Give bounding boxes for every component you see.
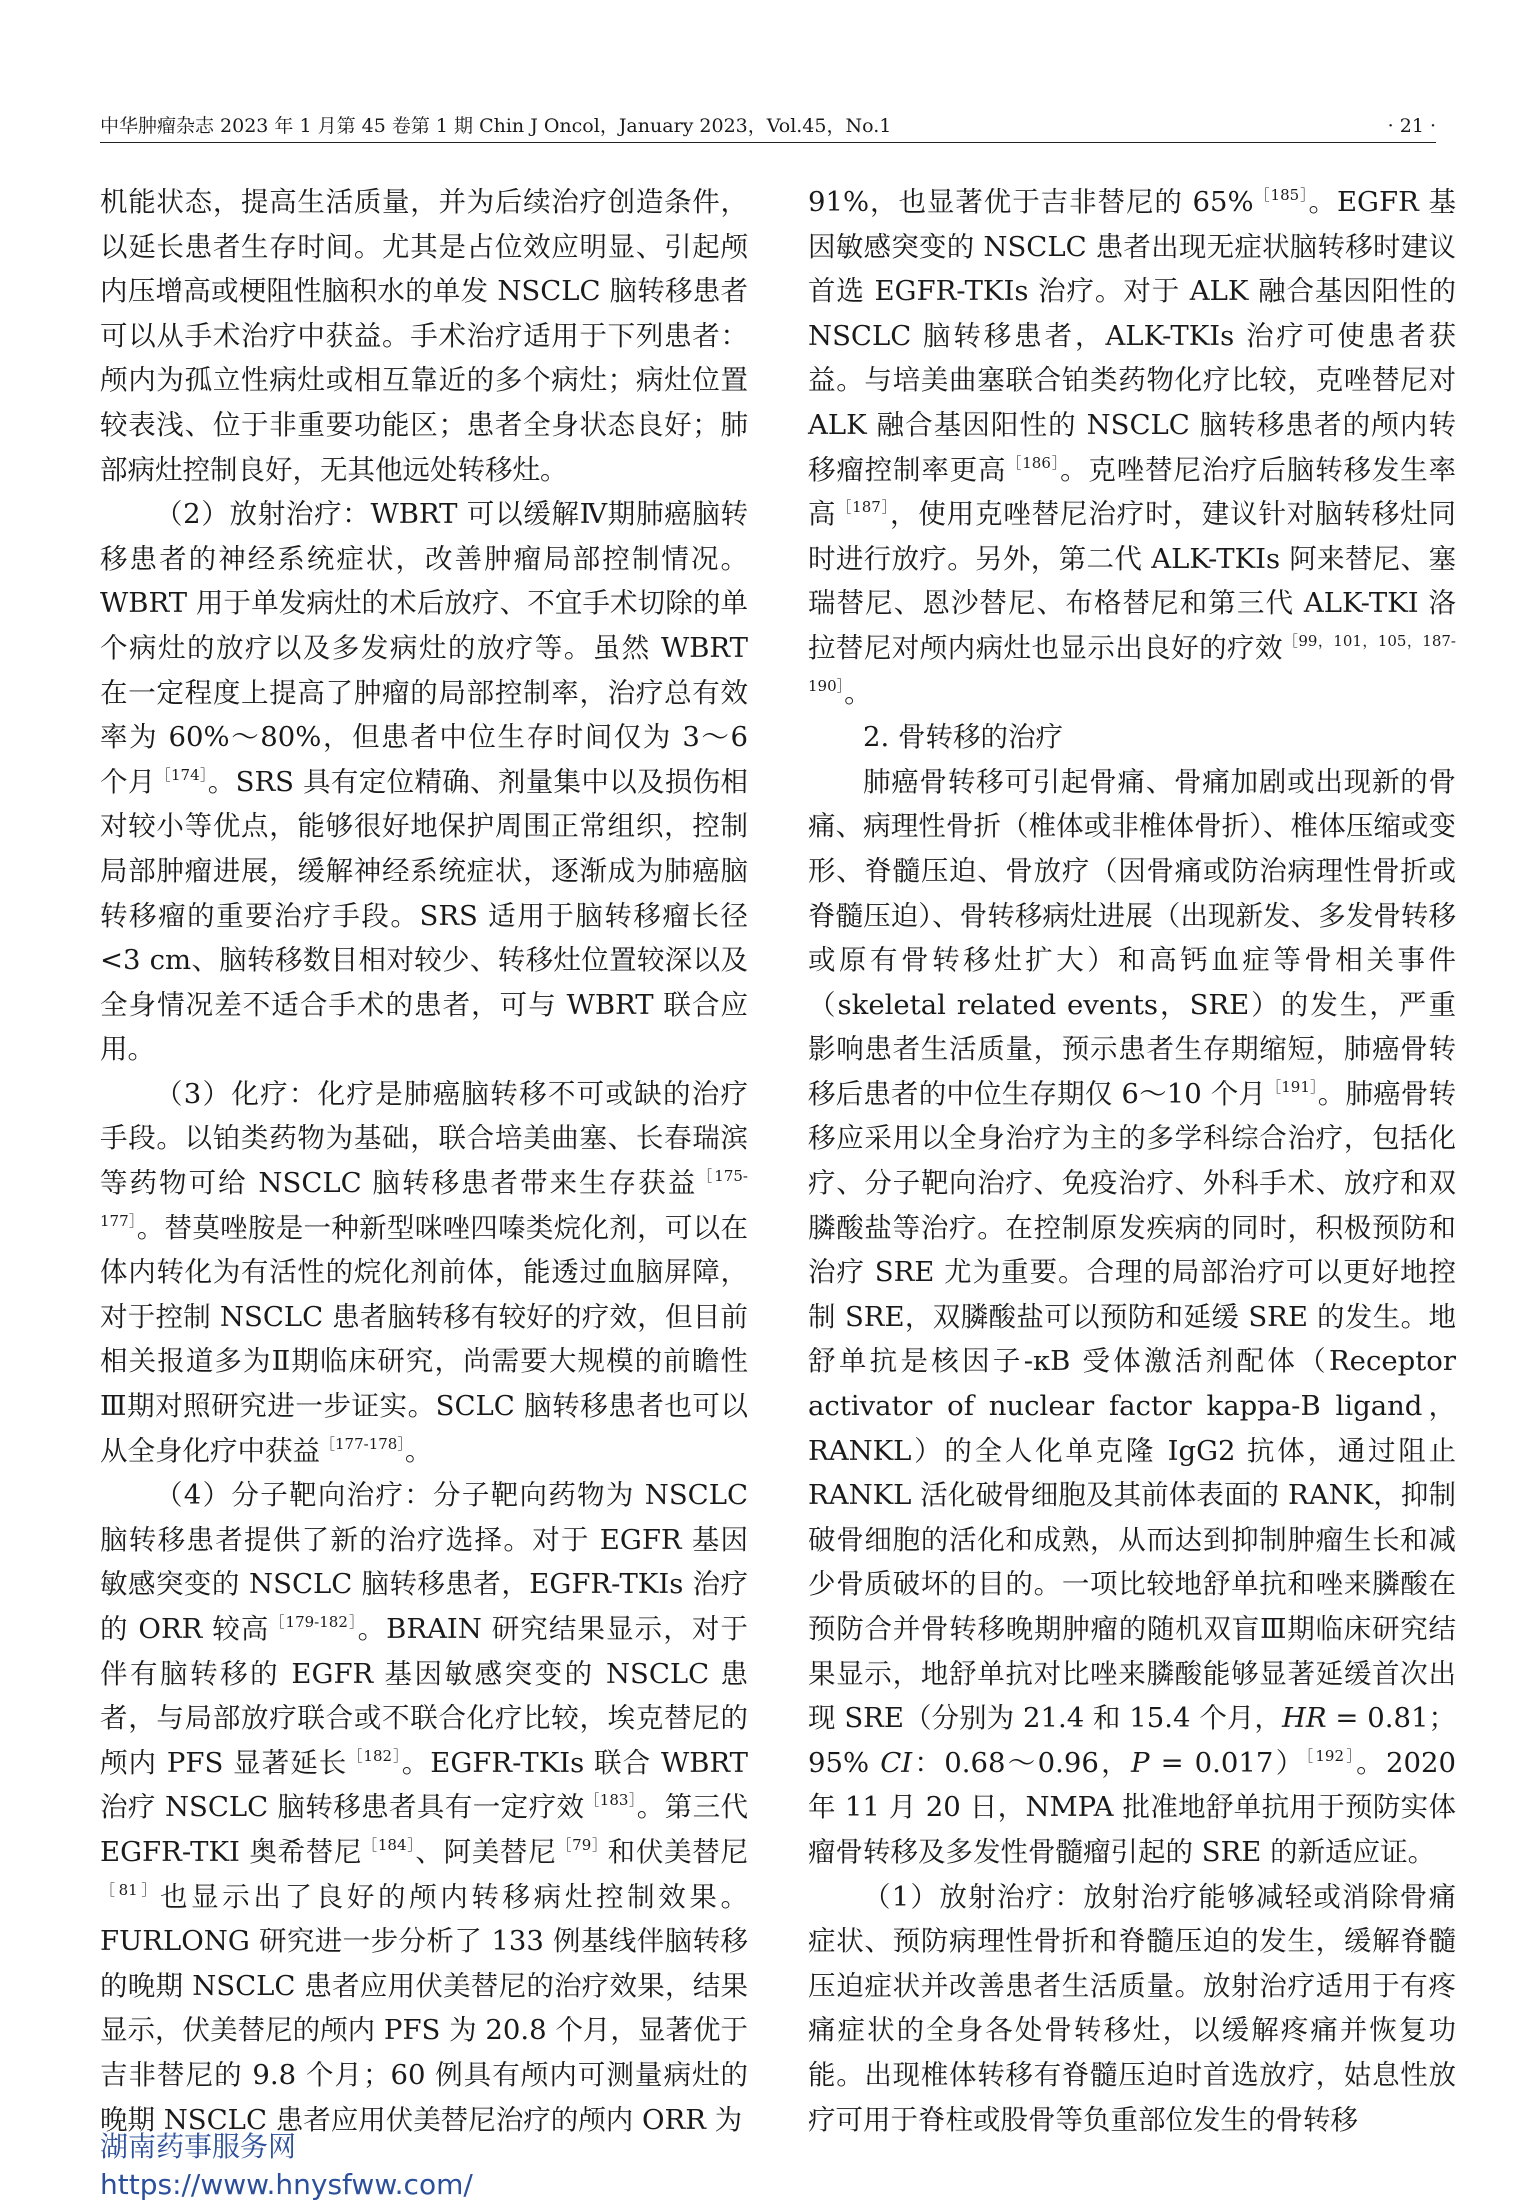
watermark-site-name: 湖南药事服务网 bbox=[100, 2130, 297, 2163]
citation: ［186］ bbox=[1006, 453, 1061, 472]
citation: ［185］ bbox=[1253, 186, 1309, 204]
citation: ［81］ bbox=[100, 1880, 161, 1899]
citation: ［191］ bbox=[1266, 1077, 1318, 1096]
running-header bbox=[100, 112, 1436, 143]
citation: ［192］ bbox=[1305, 1746, 1357, 1765]
paragraph-bone-radiotherapy: （1）放射治疗：放射治疗能够减轻或消除骨痛症状、预防病理性骨折和脊髓压迫的发生，缓解脊髓压迫症状并改善患者生活质量。放射治疗适用于有疼痛症状的全身各处骨转移灶，以缓解疼痛并恢复功能。出现椎体转移有脊髓压迫时首选放疗，姑息性放疗可用于脊柱或股骨等负重部位发生的骨转移 bbox=[808, 1880, 1456, 2136]
journal-citation: 中华肿瘤杂志 2023 年 1 月第 45 卷第 1 期 Chin J Oncol，January 2023，Vol.45，No.1 bbox=[100, 115, 892, 137]
citation: ［99，101，105，187-190］ bbox=[808, 631, 1457, 695]
citation: ［79］ bbox=[556, 1835, 608, 1854]
watermark-url[interactable]: https://www.hnysfww.com/ bbox=[100, 2168, 473, 2201]
citation: ［187］ bbox=[836, 498, 890, 517]
right-column bbox=[808, 180, 1456, 2142]
left-column bbox=[100, 180, 748, 2142]
paragraph-radiotherapy: （2）放射治疗：WBRT 可以缓解Ⅳ期肺癌脑转移患者的神经系统症状，改善肿瘤局部控制情况。WBRT 用于单发病灶的术后放疗、不宜手术切除的单个病灶的放疗以及多发病灶的放疗等。虽然 WBRT 在一定程度上提高了肿瘤的局部控制率，治疗总有效率为 60%～80%，但患者中位生存时间仅为 3～6 个月$^{[174]}$。SRS 具有定位精确、剂量集中以及损伤相对较小等优点，能够很好地保护周围正常组织，控制局部肿瘤进展，缓解神经系统症状，逐渐成为肺癌脑转移瘤的重要治疗手段。SRS 适用于脑转移瘤长径<3 cm、脑转移数目相对较少、转移灶位置较深以及全身情况差不适合手术的患者，可与 WBRT 联合应用。 bbox=[100, 498, 749, 1066]
page-number: · 21 · bbox=[1387, 115, 1436, 137]
citation: ［182］ bbox=[347, 1746, 402, 1765]
citation: ［183］ bbox=[584, 1791, 637, 1810]
citation: ［175-177］ bbox=[100, 1167, 748, 1230]
citation: ［174］ bbox=[155, 765, 208, 784]
paragraph-targeted-therapy: （4）分子靶向治疗：分子靶向药物为 NSCLC 脑转移患者提供了新的治疗选择。对于 EGFR 基因敏感突变的 NSCLC 脑转移患者，EGFR-TKIs 治疗的 ORR 较高$^{[179-182]}$。BRAIN 研究结果显示，对于伴有脑转移的 EGFR 基因敏感突变的 NSCLC 患者，与局部放疗联合或不联合化疗比较，埃克替尼的颅内 PFS 显著延长$^{[182]}$。EGFR-TKIs 联合 WBRT 治疗 NSCLC 脑转移患者具有一定疗效$^{[183]}$。第三代 EGFR-TKI 奥希替尼$^{[184]}$、阿美替尼$^{[79]}$和伏美替尼$^{[81]}$也显示出了良好的颅内转移病灶控制效果。FURLONG 研究进一步分析了 133 例基线伴脑转移的晚期 NSCLC 患者应用伏美替尼的治疗效果，结果显示，伏美替尼的颅内 PFS 为 20.8 个月，显著优于吉非替尼的 9.8 个月；60 例具有颅内可测量病灶的晚期 NSCLC 患者应用伏美替尼治疗的颅内 ORR 为 bbox=[100, 1479, 749, 2136]
paragraph-targeted-therapy-cont: 91%，也显著优于吉非替尼的 65%$^{[185]}$。EGFR 基因敏感突变的 NSCLC 患者出现无症状脑转移时建议首选 EGFR-TKIs 治疗。对于 ALK 融合基因阳性的 NSCLC 脑转移患者，ALK-TKIs 治疗可使患者获益。与培美曲塞联合铂类药物化疗比较，克唑替尼对 ALK 融合基因阳性的 NSCLC 脑转移患者的颅内转移瘤控制率更高$^{[186]}$。克唑替尼治疗后脑转移发生率高$^{[187]}$，使用克唑替尼治疗时，建议针对脑转移灶同时进行放疗。另外，第二代 ALK-TKIs 阿来替尼、塞瑞替尼、恩沙替尼、布格替尼和第三代 ALK-TKI 洛拉替尼对颅内病灶也显示出良好的疗效$^{[99,101,105,187-190]}$。 bbox=[808, 186, 1457, 709]
paragraph-chemotherapy: （3）化疗：化疗是肺癌脑转移不可或缺的治疗手段。以铂类药物为基础，联合培美曲塞、长春瑞滨等药物可给 NSCLC 脑转移患者带来生存获益$^{[175-177]}$。替莫唑胺是一种新型咪唑四嗪类烷化剂，可以在体内转化为有活性的烷化剂前体，能透过血脑屏障，对于控制 NSCLC 患者脑转移有较好的疗效，但目前相关报道多为Ⅱ期临床研究，尚需要大规模的前瞻性Ⅲ期对照研究进一步证实。SCLC 脑转移患者也可以从全身化疗中获益$^{[177-178]}$。 bbox=[100, 1077, 748, 1467]
section-heading-bone-metastasis: 2. 骨转移的治疗 bbox=[863, 721, 1063, 754]
citation: ［179-182］ bbox=[269, 1613, 358, 1631]
citation: ［177-178］ bbox=[320, 1434, 405, 1453]
paragraph-bone-metastasis: 肺癌骨转移可引起骨痛、骨痛加剧或出现新的骨痛、病理性骨折（椎体或非椎体骨折）、椎体压缩或变形、脊髓压迫、骨放疗（因骨痛或防治病理性骨折或脊髓压迫）、骨转移病灶进展（出现新发、多发骨转移或原有骨转移灶扩大）和高钙血症等骨相关事件（skeletal related events，SRE）的发生，严重影响患者生活质量，预示患者生存期缩短，肺癌骨转移后患者的中位生存期仅 6～10 个月$^{[191]}$。肺癌骨转移应采用以全身治疗为主的多学科综合治疗，包括化疗、分子靶向治疗、免疫治疗、外科手术、放疗和双膦酸盐等治疗。在控制原发疾病的同时，积极预防和治疗 SRE 尤为重要。合理的局部治疗可以更好地控制 SRE，双膦酸盐可以预防和延缓 SRE 的发生。地舒单抗是核因子-κB 受体激活剂配体（Receptor activator of nuclear factor kappa-B ligand，RANKL）的全人化单克隆 IgG2 抗体，通过阻止 RANKL 活化破骨细胞及其前体表面的 RANK，抑制破骨细胞的活化和成熟，从而达到抑制肿瘤生长和减少骨质破坏的目的。一项比较地舒单抗和唑来膦酸在预防合并骨转移晚期肿瘤的随机双盲Ⅲ期临床研究结果显示，地舒单抗对比唑来膦酸能够显著延缓首次出现 SRE（分别为 21.4 和 15.4 个月，HR = 0.81；95% CI：0.68～0.96，P = 0.017）$^{[192]}$。2020 年 11 月 20 日，NMPA 批准地舒单抗用于预防实体瘤骨转移及多发性骨髓瘤引起的 SRE 的新适应证。 bbox=[808, 765, 1456, 1868]
watermark bbox=[100, 2128, 473, 2204]
citation: ［184］ bbox=[362, 1835, 416, 1854]
paragraph-surgery-end: 机能状态，提高生活质量，并为后续治疗创造条件，以延长患者生存时间。尤其是占位效应明显、引起颅内压增高或梗阻性脑积水的单发 NSCLC 脑转移患者可以从手术治疗中获益。手术治疗适用于下列患者：颅内为孤立性病灶或相互靠近的多个病灶；病灶位置较表浅、位于非重要功能区；患者全身状态良好；肺部病灶控制良好，无其他远处转移灶。 bbox=[100, 186, 748, 486]
